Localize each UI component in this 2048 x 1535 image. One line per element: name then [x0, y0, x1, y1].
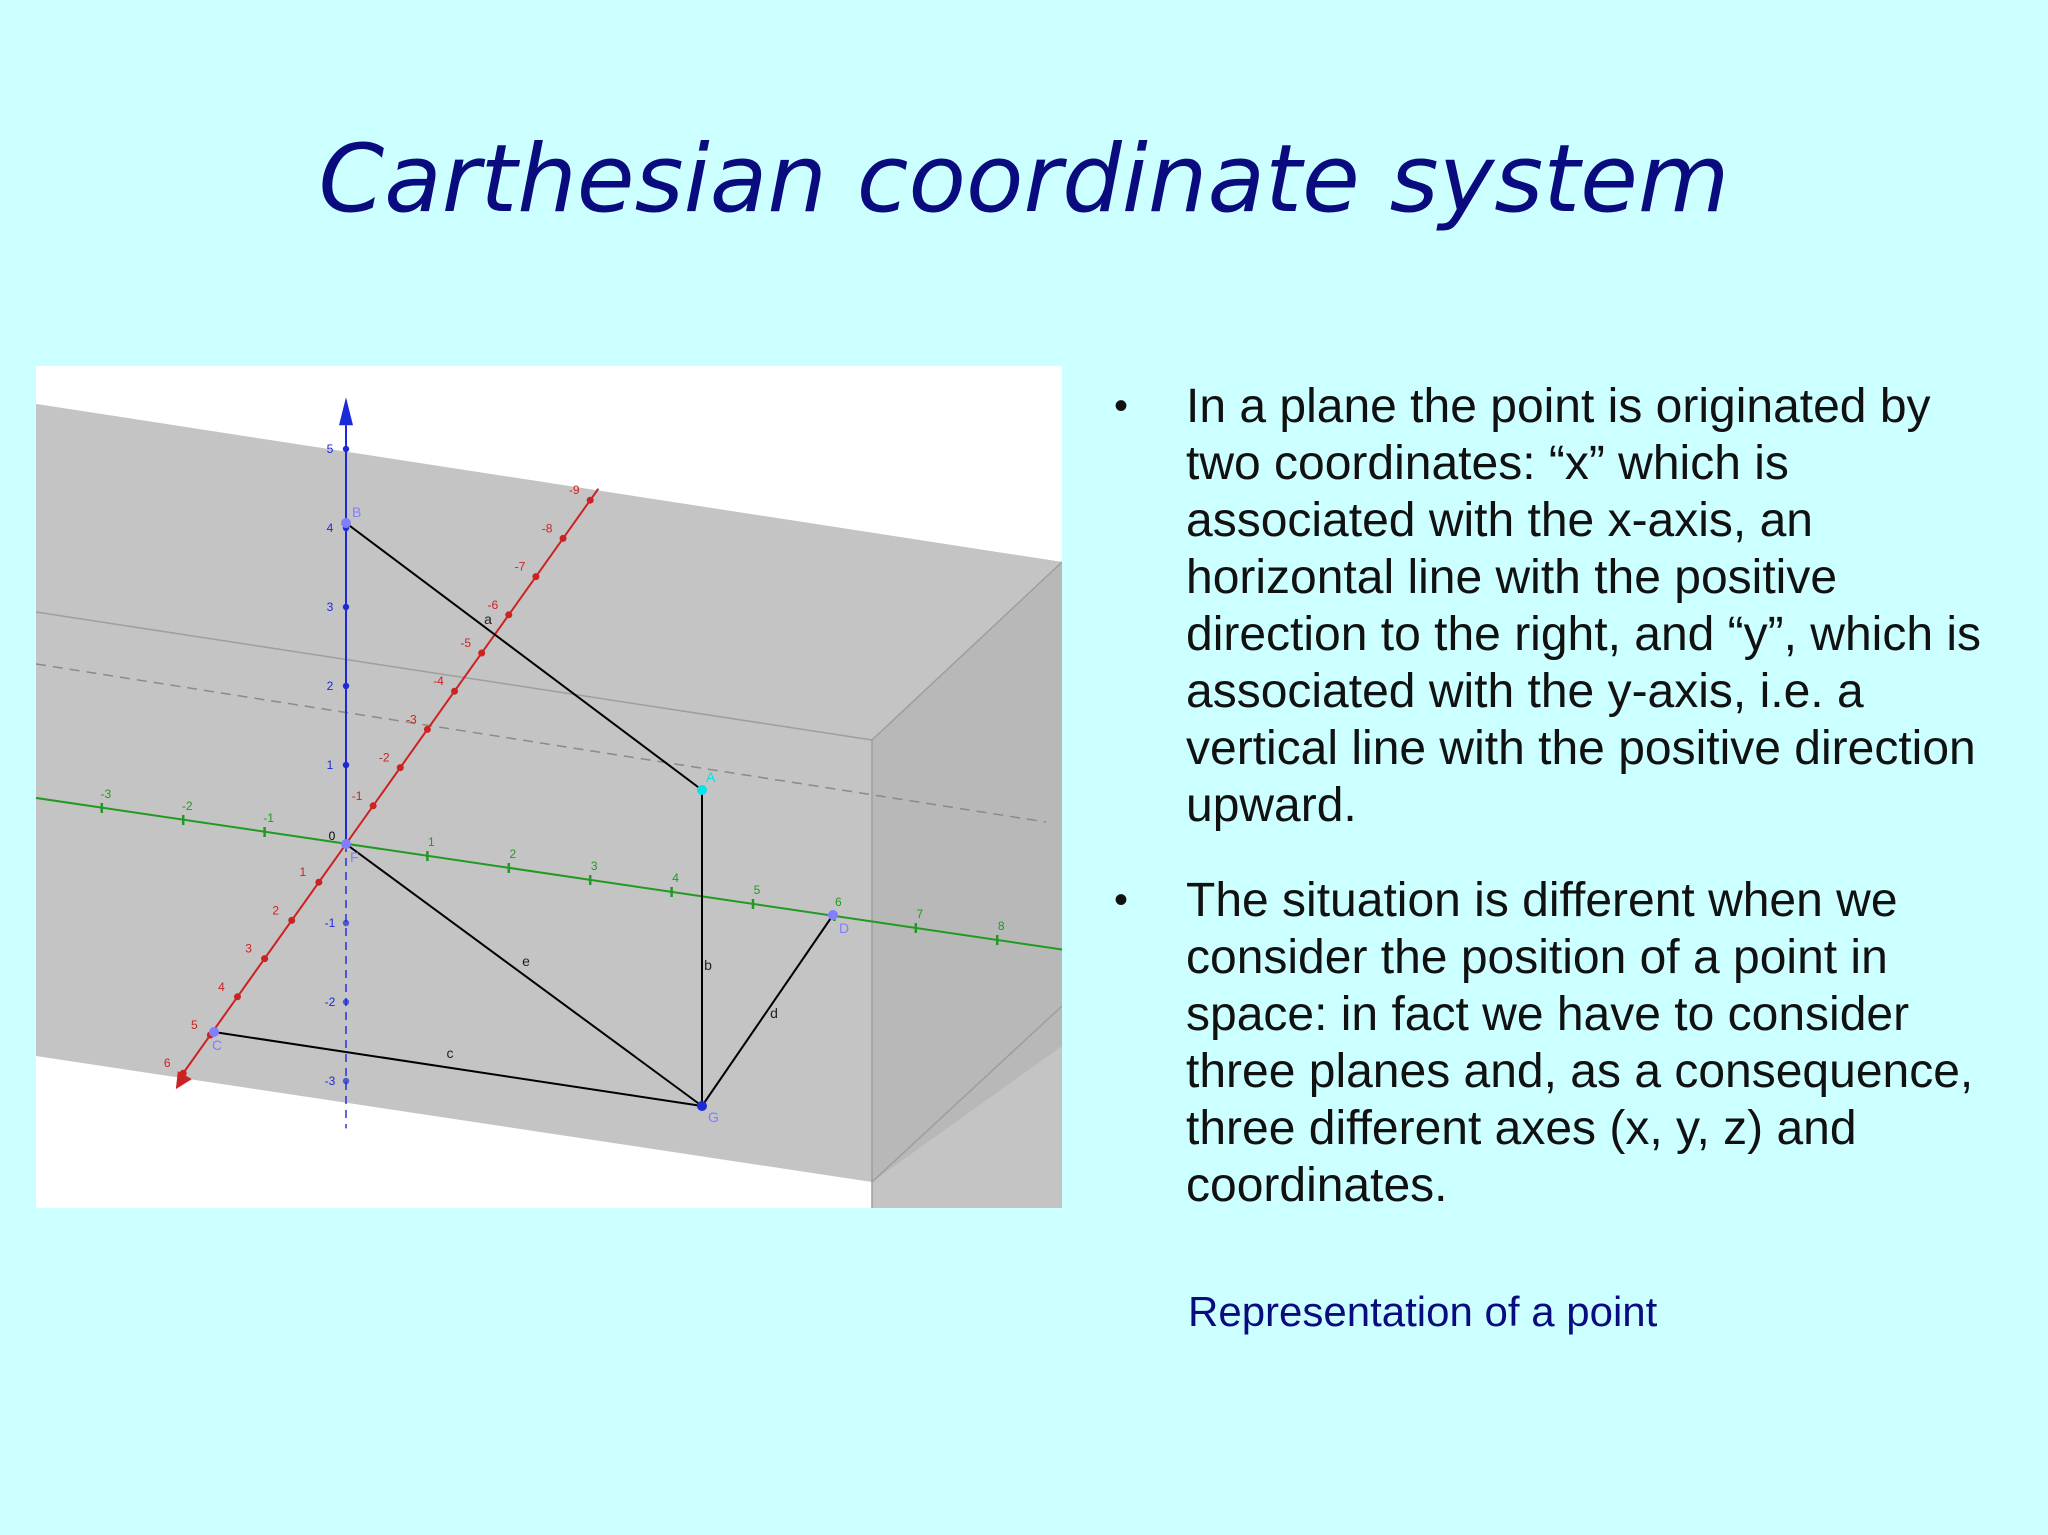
- x-axis-tick-label: 1: [299, 865, 307, 880]
- x-axis-tick-label: -9: [568, 483, 580, 498]
- x-axis-tick-label: 2: [272, 903, 280, 918]
- z-axis-tick-label: 5: [326, 442, 334, 456]
- x-axis-tick-label: -1: [351, 788, 363, 803]
- x-axis-tick: [234, 993, 241, 1000]
- z-axis-tick: [343, 999, 349, 1005]
- point-d: [828, 910, 838, 920]
- x-axis-tick-label: 3: [245, 941, 252, 956]
- point-label: C: [212, 1037, 223, 1053]
- point-b: [341, 518, 351, 528]
- y-axis-tick-label: 3: [590, 859, 598, 873]
- x-axis-tick: [288, 917, 295, 924]
- x-axis-tick: [397, 764, 404, 771]
- segment-label: c: [446, 1045, 454, 1061]
- point-c: [209, 1027, 219, 1037]
- point-label: D: [839, 920, 850, 936]
- x-axis-tick-label: -3: [406, 712, 417, 727]
- z-axis-tick: [343, 683, 349, 689]
- point-g: [697, 1101, 707, 1111]
- segment-label: a: [484, 611, 492, 627]
- x-axis-tick: [315, 879, 322, 886]
- x-axis-tick: [560, 535, 567, 542]
- bullet-dot: •: [1114, 384, 1129, 428]
- z-axis-tick: [343, 1078, 349, 1084]
- x-axis-tick: [261, 955, 268, 962]
- origin-label: 0: [328, 829, 336, 843]
- bullet-dot: •: [1114, 878, 1129, 922]
- z-axis-arrow: [339, 397, 353, 425]
- z-axis-tick: [343, 920, 349, 926]
- point-label: B: [352, 504, 362, 520]
- z-axis-tick-label: 2: [326, 679, 334, 693]
- x-axis-tick-label: -5: [460, 636, 472, 650]
- z-axis-tick-label: 3: [326, 600, 334, 614]
- z-axis-tick: [343, 446, 349, 452]
- x-axis-tick: [180, 1070, 187, 1077]
- point-f: [341, 839, 351, 849]
- point-a: [697, 785, 707, 795]
- point-label: A: [706, 769, 716, 785]
- y-axis-tick-label: 1: [428, 835, 435, 849]
- y-axis-tick-label: 2: [509, 847, 517, 861]
- x-axis-tick-label: -2: [378, 750, 390, 765]
- z-axis-tick: [343, 762, 349, 768]
- y-axis-tick-label: 8: [997, 919, 1005, 933]
- x-axis-tick-label: -7: [514, 559, 526, 574]
- bullet-item: [1110, 378, 2015, 834]
- bullet-text: The situation is different when we consider the position of a point in space: in fact we have to consider three planes and, as a consequence, three different axes (x, y, z) and coordinates.: [1186, 874, 1974, 1212]
- x-axis-tick: [478, 650, 485, 657]
- segment-label: d: [770, 1005, 778, 1021]
- segment-label: e: [522, 953, 530, 969]
- x-axis-tick: [587, 497, 594, 504]
- y-axis-tick-label: 7: [916, 907, 924, 921]
- z-axis-tick-label: 4: [326, 521, 334, 535]
- x-axis-tick-label: 4: [218, 979, 225, 994]
- x-axis-tick: [532, 573, 539, 580]
- y-axis-tick-label: 5: [753, 883, 761, 897]
- y-axis-tick-label: 4: [672, 871, 679, 885]
- x-axis-tick-label: -8: [541, 521, 553, 536]
- x-axis-tick: [451, 688, 458, 695]
- bullet-text: In a plane the point is originated by two coordinates: “x” which is associated with the x-axis, an horizontal line with the positive direction to the right, and “y”, which is associated with the y-axis, i.e. a vertical line with the positive direction upward.: [1186, 380, 1982, 832]
- x-axis-tick-label: 6: [163, 1056, 171, 1071]
- y-axis-tick-label: 6: [835, 895, 842, 909]
- coordinate-diagram-svg: [36, 366, 1062, 1208]
- z-axis-tick-label: 1: [326, 758, 334, 772]
- point-label: F: [350, 849, 359, 865]
- segment-label: b: [704, 957, 712, 973]
- x-axis-tick-label: 5: [190, 1018, 198, 1032]
- x-axis-tick: [424, 726, 431, 733]
- point-label: G: [708, 1109, 719, 1125]
- bullet-list: [1110, 378, 2015, 1252]
- z-axis-tick: [343, 604, 349, 610]
- x-axis-tick-label: -4: [433, 674, 444, 689]
- bullet-item: [1110, 872, 2015, 1214]
- y-axis-tick-label: -1: [263, 811, 274, 825]
- z-axis-tick-label: -3: [324, 1074, 336, 1088]
- x-axis-tick-label: -6: [487, 597, 499, 612]
- x-axis-tick: [505, 611, 512, 618]
- x-axis-tick: [370, 802, 377, 809]
- z-axis-tick-label: -2: [324, 995, 336, 1009]
- slide-title: Carthesian coordinate system: [318, 125, 1730, 234]
- y-axis-tick-label: -3: [100, 787, 112, 801]
- y-axis-tick-label: -2: [181, 799, 193, 813]
- coordinate-diagram: [36, 366, 1062, 1208]
- z-axis-tick-label: -1: [324, 916, 336, 930]
- diagram-caption: Representation of a point: [1188, 1288, 1658, 1335]
